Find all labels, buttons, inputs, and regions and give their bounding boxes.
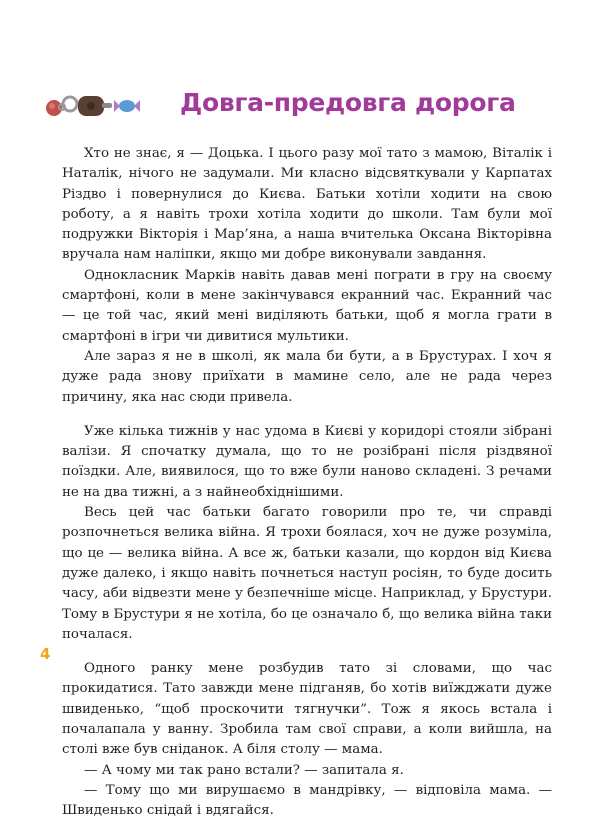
dialogue-line: — А чому ми так рано встали? — запитала я. xyxy=(84,762,404,778)
dialogue-line: — Тому що ми вирушаємо в мандрівку, — відповіла мама. — Швиденько снідай і вдягайся. xyxy=(62,782,552,819)
page-number: 4 xyxy=(40,645,51,663)
paragraph-gap xyxy=(62,408,552,422)
header-decoration xyxy=(44,88,142,122)
keychain-illustration xyxy=(44,88,142,122)
chapter-body xyxy=(62,144,552,822)
candy-icon xyxy=(114,100,140,112)
car-key-icon xyxy=(78,96,112,116)
paragraph: Хто не знає, я — Доцька. І цього разу мої тато з мамою, Віталік і Наталік, нічого не задумали. Ми класно відсвяткували у Карпатах Різдво і повернулися до Києва. Батьки хотіли ходити на свою роботу, а я навіть трохи хотіла ходити до школи. Там були мої подружки Вікторія і Мар’яна, а наша вчителька Оксана Вікторівна вручала нам наліпки, якщо ми добре виконували завдання. xyxy=(62,146,552,263)
paragraph: Але зараз я не в школі, як мала би бути, а в Брустурах. І хоч я дуже рада знову приїхати в мамине село, але не рада через причину, яка нас сюди привела. xyxy=(62,348,552,405)
chapter-title: Довга-предовга дорога xyxy=(180,88,516,117)
paragraph: Однокласник Марків навіть давав мені пограти в гру на своєму смартфоні, коли в мене закінчувався екранний час. Екранний час — це той час, який мені виділяють батьки, щоб я могла грати в смартфоні в ігри чи дивитися мультики. xyxy=(62,267,552,344)
paragraph-gap xyxy=(62,645,552,659)
paragraph: Одного ранку мене розбудив тато зі словами, що час прокидатися. Тато завжди мене підганяв, бо хотів виїжджати дуже швиденько, “щоб проскочити тягнучки”. Тож я якось встала і почалапала у ванну. Зробила там свої справи, а коли вийшла, на столі вже був сніданок. А біля столу — мама. xyxy=(62,661,552,758)
paragraph: Уже кілька тижнів у нас удома в Києві у коридорі стояли зібрані валізи. Я спочатку думала, що то не розібрані після різдвяної поїздки. Але, виявилося, що то вже були наново складені. З речами не на два тижні, а з найнеобхіднішими. xyxy=(62,423,552,500)
paragraph: Весь цей час батьки багато говорили про те, чи справді розпочнеться велика війна. Я трохи боялася, хоч не дуже розуміла, що це — велика війна. А все ж, батьки казали, що кордон від Києва дуже далеко, і якщо навіть почнеться наступ росіян, то буде досить часу, аби відвезти мене у безпечніше місце. Наприклад, у Брустури. Тому в Брустури я не хотіла, бо це означало б, що велика війна таки почалася. xyxy=(62,505,552,642)
